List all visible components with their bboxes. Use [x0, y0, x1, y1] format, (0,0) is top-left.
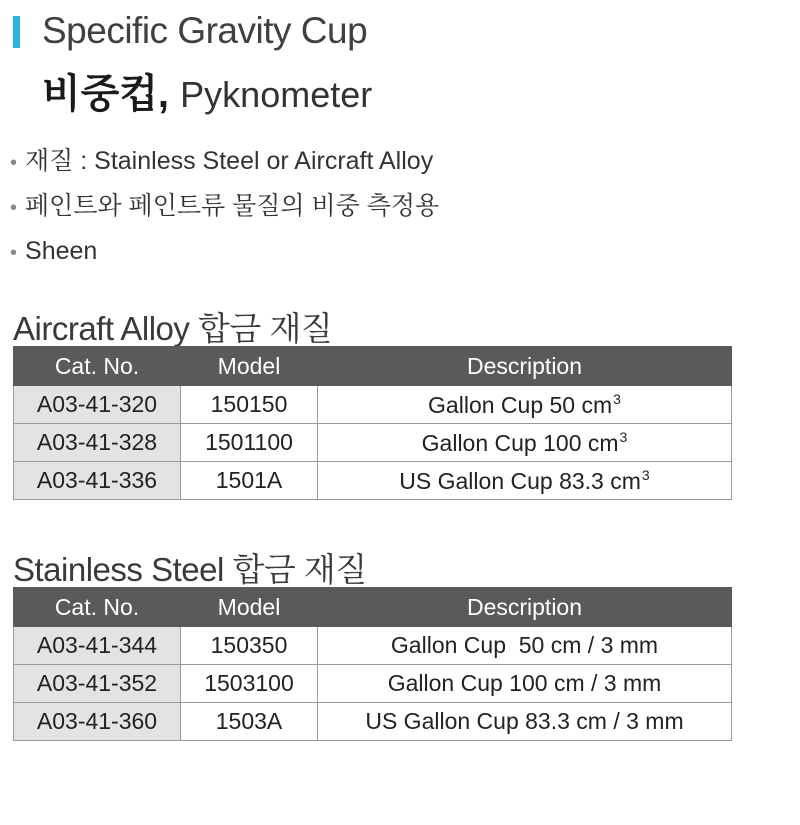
description-text: US Gallon Cup 83.3 cm — [399, 467, 641, 494]
title-korean: 비중컵, — [42, 72, 170, 116]
table-header-row — [14, 347, 732, 386]
aircraft-alloy-table — [13, 346, 732, 500]
bullet-dot-icon: • — [10, 242, 18, 264]
table-header-row — [14, 588, 732, 627]
cat-no-cell: A03-41-320 — [14, 386, 181, 424]
column-header-cat-no: Cat. No. — [14, 588, 181, 627]
bullet-dot-icon: • — [10, 197, 18, 219]
feature-text: 페인트와 페인트류 물질의 비중 측정용 — [25, 192, 440, 220]
table-row — [14, 627, 732, 665]
feature-list — [10, 140, 439, 275]
cat-no-cell: A03-41-336 — [14, 462, 181, 500]
feature-text: Sheen — [25, 237, 98, 265]
column-header-description: Description — [318, 347, 732, 386]
title-pyknometer: Pyknometer — [180, 74, 373, 115]
unit-superscript: 3 — [613, 390, 621, 407]
description-cell: Gallon Cup 50 cm / 3 mm — [318, 627, 732, 665]
cat-no-cell: A03-41-328 — [14, 424, 181, 462]
table-row — [14, 386, 732, 424]
model-cell: 150150 — [181, 386, 318, 424]
table-row — [14, 462, 732, 500]
column-header-model: Model — [181, 347, 318, 386]
unit-superscript: 3 — [619, 428, 628, 445]
model-cell: 1501A — [181, 462, 318, 500]
description-cell: Gallon Cup 100 cm / 3 mm — [318, 665, 732, 703]
page-subtitle — [42, 62, 372, 119]
table-row — [14, 665, 732, 703]
section-title-aircraft-alloy: Aircraft Alloy 합금 재질 — [13, 310, 333, 347]
title-accent-bar — [13, 16, 20, 48]
description-text: Gallon Cup 50 cm — [428, 391, 613, 418]
model-cell: 1503A — [181, 703, 318, 741]
column-header-cat-no: Cat. No. — [14, 347, 181, 386]
cat-no-cell: A03-41-352 — [14, 665, 181, 703]
model-cell: 150350 — [181, 627, 318, 665]
unit-superscript: 3 — [641, 466, 650, 483]
column-header-model: Model — [181, 588, 318, 627]
page-title: Specific Gravity Cup — [42, 10, 368, 51]
cat-no-cell: A03-41-360 — [14, 703, 181, 741]
feature-item — [10, 230, 439, 275]
feature-item — [10, 140, 439, 185]
feature-text: 재질 : Stainless Steel or Aircraft Alloy — [25, 147, 434, 175]
model-cell: 1503100 — [181, 665, 318, 703]
section-title-stainless-steel: Stainless Steel 합금 재질 — [13, 551, 367, 588]
column-header-description: Description — [318, 588, 732, 627]
feature-item — [10, 185, 439, 230]
table-row — [14, 703, 732, 741]
description-cell — [318, 386, 732, 424]
description-cell: US Gallon Cup 83.3 cm / 3 mm — [318, 703, 732, 741]
description-cell — [318, 424, 732, 462]
model-cell: 1501100 — [181, 424, 318, 462]
stainless-steel-table — [13, 587, 732, 741]
cat-no-cell: A03-41-344 — [14, 627, 181, 665]
bullet-dot-icon: • — [10, 152, 18, 174]
description-text: Gallon Cup 100 cm — [421, 429, 619, 456]
table-row — [14, 424, 732, 462]
description-cell — [318, 462, 732, 500]
